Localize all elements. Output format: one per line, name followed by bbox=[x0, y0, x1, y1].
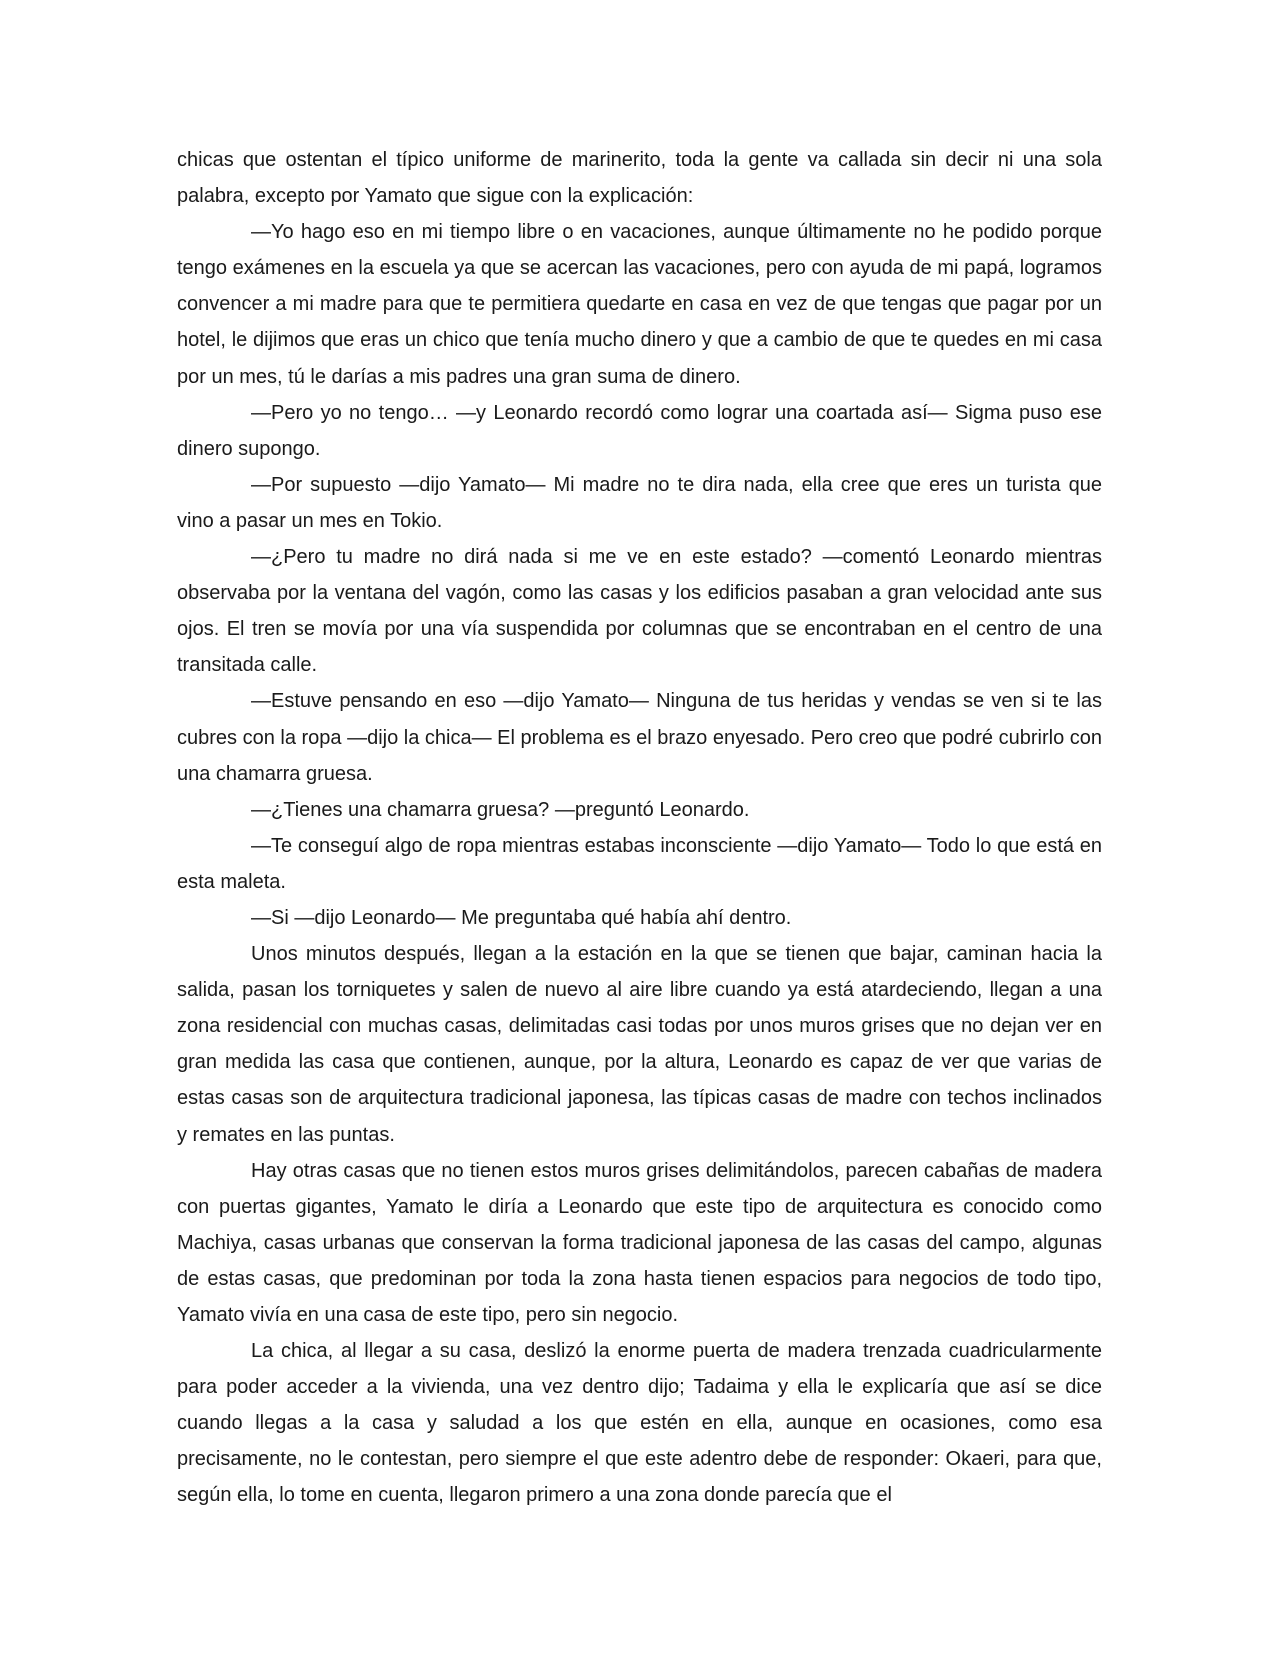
paragraph: —Yo hago eso en mi tiempo libre o en vacaciones, aunque últimamente no he podido porque tengo exámenes en la escuela ya que se acercan las vacaciones, pero con ayuda de mi papá, logramos convencer a mi madre para que te permitiera quedarte en casa en vez de que tengas que pagar por un hotel, le dijimos que eras un chico que tenía mucho dinero y que a cambio de que te quedes en mi casa por un mes, tú le darías a mis padres una gran suma de dinero. bbox=[177, 221, 1102, 388]
paragraph: chicas que ostentan el típico uniforme de marinerito, toda la gente va callada sin decir ni una sola palabra, excepto por Yamato que sigue con la explicación: bbox=[177, 149, 1102, 208]
paragraph: —Si —dijo Leonardo— Me preguntaba qué había ahí dentro. bbox=[251, 906, 792, 929]
paragraph: Hay otras casas que no tienen estos muros grises delimitándolos, parecen cabañas de madera con puertas gigantes, Yamato le diría a Leonardo que este tipo de arquitectura es conocido como Machiya, casas urbanas que conservan la forma tradicional japonesa de las casas del campo, algunas de estas casas, que predominan por toda la zona hasta tienen espacios para negocios de todo tipo, Yamato vivía en una casa de este tipo, pero sin negocio. bbox=[177, 1159, 1102, 1326]
paragraph: —¿Pero tu madre no dirá nada si me ve en este estado? —comentó Leonardo mientras observaba por la ventana del vagón, como las casas y los edificios pasaban a gran velocidad ante sus ojos. El tren se movía por una vía suspendida por columnas que se encontraban en el centro de una transitada calle. bbox=[177, 546, 1102, 677]
paragraph: —Estuve pensando en eso —dijo Yamato— Ninguna de tus heridas y vendas se ven si te las cubres con la ropa —dijo la chica— El problema es el brazo enyesado. Pero creo que podré cubrirlo con una chamarra gruesa. bbox=[177, 690, 1102, 785]
paragraph: —Pero yo no tengo… —y Leonardo recordó como lograr una coartada así— Sigma puso ese dinero supongo. bbox=[177, 401, 1102, 460]
paragraph: La chica, al llegar a su casa, deslizó la enorme puerta de madera trenzada cuadricularmente para poder acceder a la vivienda, una vez dentro dijo; Tadaima y ella le explicaría que así se dice cuando llegas a la casa y saludad a los que estén en ella, aunque en ocasiones, como esa precisamente, no le contestan, pero siempre el que este adentro debe de responder: Okaeri, para que, según ella, lo tome en cuenta, llegaron primero a una zona donde parecía que el bbox=[177, 1340, 1102, 1507]
paragraph: —¿Tienes una chamarra gruesa? —preguntó Leonardo. bbox=[251, 798, 750, 821]
paragraph: —Te conseguí algo de ropa mientras estabas inconsciente —dijo Yamato— Todo lo que está en esta maleta. bbox=[177, 834, 1102, 893]
paragraph: Unos minutos después, llegan a la estación en la que se tienen que bajar, caminan hacia la salida, pasan los torniquetes y salen de nuevo al aire libre cuando ya está atardeciendo, llegan a una zona residencial con muchas casas, delimitadas casi todas por unos muros grises que no dejan ver en gran medida las casa que contienen, aunque, por la altura, Leonardo es capaz de ver que varias de estas casas son de arquitectura tradicional japonesa, las típicas casas de madre con techos inclinados y remates en las puntas. bbox=[177, 943, 1102, 1146]
document-body bbox=[177, 142, 1102, 1514]
paragraph: —Por supuesto —dijo Yamato— Mi madre no te dira nada, ella cree que eres un turista que vino a pasar un mes en Tokio. bbox=[177, 473, 1102, 532]
